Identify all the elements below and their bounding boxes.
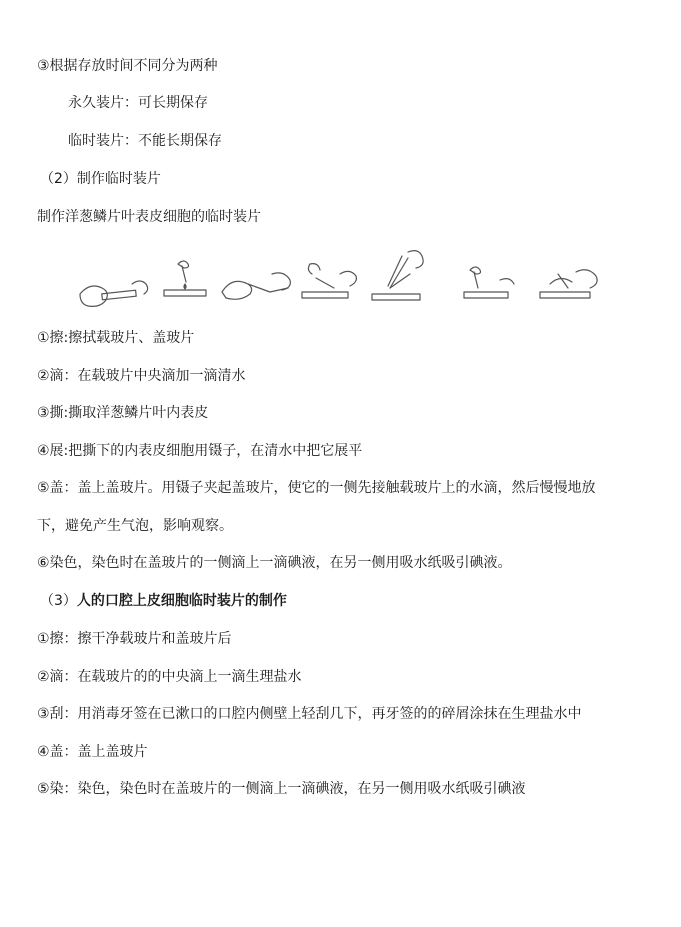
- section1-title: ③根据存放时间不同分为两种: [37, 58, 218, 74]
- step-peel: ③撕:撕取洋葱鳞片叶内表皮: [37, 405, 209, 421]
- step-stain: ⑥染色，染色时在盖玻片的一侧滴上一滴碘液，在另一侧用吸水纸吸引碘液。: [37, 555, 512, 571]
- permanent-slide-line: 永久装片：可长期保存: [68, 95, 208, 111]
- oral-step-cover: ④盖：盖上盖玻片: [37, 744, 148, 760]
- step-blot-sketch: [540, 270, 597, 298]
- step-stain-sketch: [464, 267, 514, 298]
- step-wipe-sketch: [80, 281, 148, 306]
- temporary-slide-line: 临时装片：不能长期保存: [68, 133, 222, 149]
- step-wipe: ①擦:擦拭载玻片、盖玻片: [37, 330, 195, 346]
- step-cover-sketch: [372, 251, 423, 300]
- step-cover: ⑤盖：盖上盖玻片。用镊子夹起盖玻片，使它的一侧先接触载玻片上的水滴，然后慢慢地放: [37, 480, 596, 496]
- oral-step-wipe: ①擦：擦干净载玻片和盖玻片后: [37, 631, 232, 647]
- oral-step-drop: ②滴：在载玻片的的中央滴上一滴生理盐水: [37, 669, 302, 685]
- step-spread: ④展:把撕下的内表皮细胞用镊子，在清水中把它展平: [37, 443, 363, 459]
- section3-heading-prefix: （3）: [40, 593, 77, 609]
- slide-preparation-illustration: [72, 244, 612, 316]
- step-spread-sketch: [302, 264, 356, 298]
- oral-step-scrape: ③刮：用消毒牙签在已漱口的口腔内侧壁上轻刮几下，再牙签的的碎屑涂抹在生理盐水中: [37, 706, 582, 722]
- slide-preparation-steps-illustration-icon: [72, 244, 612, 316]
- section2-intro: 制作洋葱鳞片叶表皮细胞的临时装片: [37, 209, 261, 225]
- step-cover-continued: 下，避免产生气泡，影响观察。: [37, 518, 233, 534]
- section3-heading: [40, 591, 287, 611]
- step-drop-sketch: [164, 261, 206, 296]
- step-drop: ②滴：在载玻片中央滴加一滴清水: [37, 368, 246, 384]
- oral-step-stain: ⑤染：染色，染色时在盖玻片的一侧滴上一滴碘液，在另一侧用吸水纸吸引碘液: [37, 781, 526, 797]
- section3-heading-text: 人的口腔上皮细胞临时装片的制作: [76, 593, 287, 609]
- section2-heading: （2）制作临时装片: [40, 171, 161, 187]
- step-peel-sketch: [222, 273, 290, 299]
